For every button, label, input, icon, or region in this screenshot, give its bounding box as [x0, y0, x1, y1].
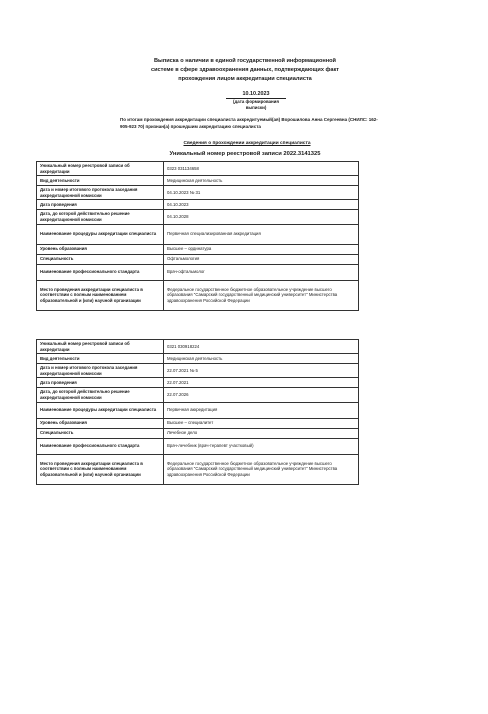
table-row [37, 418, 359, 428]
intro-paragraph: По итогам прохождения аккредитации специалиста аккредитуемый(ая) Ворошилова Анна Сергеевна (СНИЛС: 162-905-923 70) признан(а) прошедшим аккредитацию специалиста [120, 117, 378, 129]
table-row [37, 200, 359, 210]
row-value: Медицинская деятельность [164, 354, 359, 364]
row-label: Дата проведения [37, 378, 164, 388]
table-row [37, 254, 359, 264]
row-label: Дата, до которой действительно решение аккредитационной комиссии [37, 210, 164, 224]
row-value: Лечебное дело [164, 428, 359, 438]
row-label: Наименование профессионального стандарта [37, 264, 164, 280]
table-row [37, 378, 359, 388]
row-value: 22.07.2026 [164, 388, 359, 402]
row-label: Вид деятельности [37, 354, 164, 364]
row-value: Офтальмология [164, 254, 359, 264]
row-value: 0323 031134658 [164, 162, 359, 176]
table-row [37, 364, 359, 378]
row-label: Уникальный номер реестровой записи об аккредитации [37, 162, 164, 176]
document-title [80, 57, 410, 84]
table-row [37, 454, 359, 484]
table-row [37, 244, 359, 254]
row-label: Дата, до которой действительно решение аккредитационной комиссии [37, 388, 164, 402]
section-heading: Сведения о прохождении аккредитации специалиста [183, 141, 311, 146]
row-value: 22.07.2021 № 5 [164, 364, 359, 378]
table-row [37, 354, 359, 364]
title-line-2: системе в сфере здравоохранения данных, подтверждающих факт [150, 67, 340, 73]
extract-date-block [226, 91, 286, 111]
row-value: Федеральное государственное бюджетное образовательное учреждение высшего образования "Самарский государственный медицинский университет" Министерства здравоохранения Российской Федерации [164, 454, 359, 484]
row-value: 04.10.2028 [164, 210, 359, 224]
row-label: Наименование процедуры аккредитации специалиста [37, 402, 164, 418]
row-value: Медицинская деятельность [164, 176, 359, 186]
accreditation-record-table-2 [36, 339, 359, 485]
row-label: Место проведения аккредитации специалиста в соответствии с полным наименованием образовательной и (или) научной организации [37, 280, 164, 310]
extract-date-caption: (дата формирования выписки) [233, 99, 279, 110]
row-label: Место проведения аккредитации специалиста в соответствии с полным наименованием образовательной и (или) научной организации [37, 454, 164, 484]
accreditation-record-table-1 [36, 161, 359, 311]
table-row [37, 224, 359, 244]
table-row [37, 162, 359, 176]
row-value: 04.10.2023 № 31 [164, 186, 359, 200]
table-row [37, 264, 359, 280]
row-value: Высшее – ординатура [164, 244, 359, 254]
row-value: Первичная аккредитация [164, 402, 359, 418]
table-row [37, 186, 359, 200]
row-value: 0321 030918224 [164, 340, 359, 354]
table-row [37, 402, 359, 418]
row-value: 04.10.2023 [164, 200, 359, 210]
row-label: Наименование процедуры аккредитации специалиста [37, 224, 164, 244]
title-line-1: Выписка о наличии в единой государственной информационной [154, 58, 336, 64]
table-row [37, 280, 359, 310]
row-value: Первичная специализированная аккредитация [164, 224, 359, 244]
table-row [37, 210, 359, 224]
row-label: Дата проведения [37, 200, 164, 210]
row-label: Вид деятельности [37, 176, 164, 186]
extract-date: 10.10.2023 [226, 91, 286, 99]
row-label: Дата и номер итогового протокола заседания аккредитационной комиссии [37, 364, 164, 378]
row-label: Уровень образования [37, 244, 164, 254]
table-row [37, 428, 359, 438]
title-line-3: прохождения лицом аккредитации специалиста [178, 76, 312, 82]
row-label: Наименование профессионального стандарта [37, 438, 164, 454]
row-value: Врач-лечебник (врач-терапевт участковый) [164, 438, 359, 454]
row-label: Специальность [37, 428, 164, 438]
row-value: 22.07.2021 [164, 378, 359, 388]
row-value: Федеральное государственное бюджетное образовательное учреждение высшего образования "Самарский государственный медицинский университет" Министерства здравоохранения Российской Федерации [164, 280, 359, 310]
registry-heading: Уникальный номер реестровой записи 2022.3141325 [169, 151, 321, 157]
row-label: Специальность [37, 254, 164, 264]
row-value: Высшее – специалитет [164, 418, 359, 428]
table-row [37, 388, 359, 402]
row-label: Уровень образования [37, 418, 164, 428]
table-row [37, 340, 359, 354]
table-row [37, 176, 359, 186]
row-label: Уникальный номер реестровой записи об аккредитации [37, 340, 164, 354]
table-row [37, 438, 359, 454]
row-label: Дата и номер итогового протокола заседания аккредитационной комиссии [37, 186, 164, 200]
row-value: Врач-офтальмолог [164, 264, 359, 280]
